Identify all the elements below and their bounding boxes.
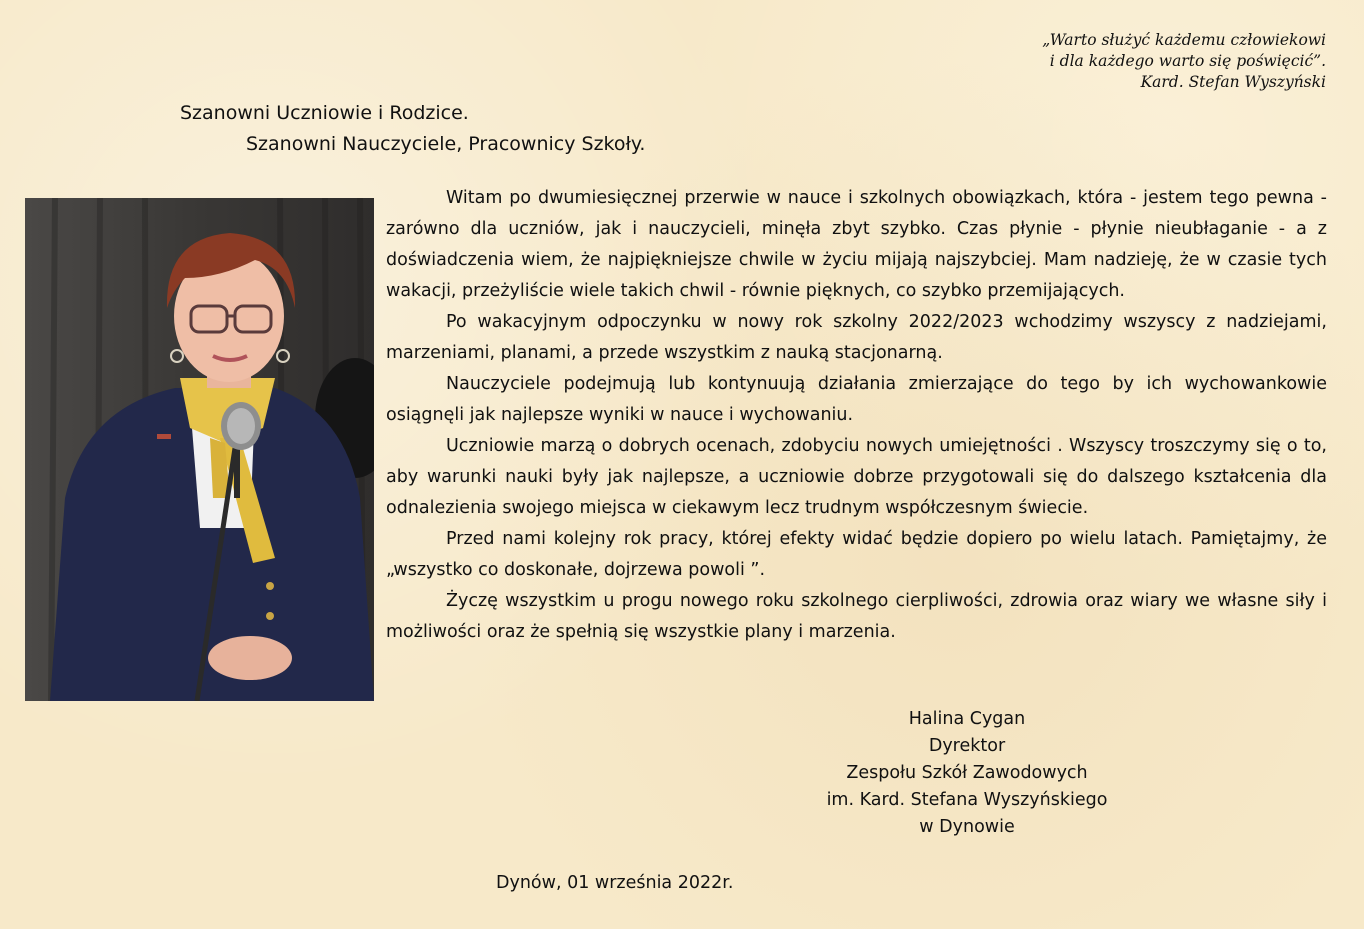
- letter-body: [386, 183, 1327, 648]
- letter-paragraph: Witam po dwumiesięcznej przerwie w nauce i szkolnych obowiązkach, która - jestem tego pewna - zarówno dla uczniów, jak i nauczycieli, minęła zbyt szybko. Czas płynie - płynie nieubłaganie - a z doświadczenia wiem, że najpiękniejsze chwile w życiu mijają najszybciej. Mam nadzieję, że w czasie tych wakacji, przeżyliście wiele takich chwil - równie pięknych, co szybko przemijających.: [386, 188, 1327, 301]
- motto-quote: [1042, 30, 1326, 93]
- letter-paragraph: Po wakacyjnym odpoczynku w nowy rok szkolny 2022/2023 wchodzimy wszyscy z nadziejami, marzeniami, planami, a przede wszystkim z nauką stacjonarną.: [386, 312, 1327, 363]
- greeting: [180, 98, 645, 160]
- signature-name: Halina Cygan: [908, 709, 1026, 729]
- director-photo: [25, 198, 374, 701]
- quote-line-2: i dla każdego warto się poświęcić”.: [1049, 52, 1326, 70]
- letter-paragraph: Uczniowie marzą o dobrych ocenach, zdobyciu nowych umiejętności . Wszyscy troszczymy się o to, aby warunki nauki były jak najlepsze, a uczniowie dobrze przygotowali się do dalszego kształcenia dla odnalezienia swojego miejsca w ciekawym lecz trudnym współczesnym świecie.: [386, 436, 1327, 518]
- signature-block: [792, 706, 1142, 841]
- signature-title: Dyrektor: [928, 736, 1006, 756]
- greeting-line-1: Szanowni Uczniowie i Rodzice.: [180, 102, 469, 124]
- signature-org-line-2: im. Kard. Stefana Wyszyńskiego: [826, 790, 1108, 810]
- signature-org-line-1: Zespołu Szkół Zawodowych: [846, 763, 1088, 783]
- letter-date: Dynów, 01 września 2022r.: [496, 873, 734, 893]
- quote-author: Kard. Stefan Wyszyński: [1140, 73, 1326, 91]
- quote-line-1: „Warto służyć każdemu człowiekowi: [1042, 31, 1326, 49]
- letter-paragraph: Nauczyciele podejmują lub kontynuują działania zmierzające do tego by ich wychowankowie osiągnęli jak najlepsze wyniki w nauce i wychowaniu.: [386, 374, 1327, 425]
- letter-paragraph: Życzę wszystkim u progu nowego roku szkolnego cierpliwości, zdrowia oraz wiary we własne siły i możliwości oraz że spełnią się wszystkie plany i marzenia.: [386, 591, 1327, 642]
- signature-org-line-3: w Dynowie: [919, 817, 1015, 837]
- greeting-line-2: Szanowni Nauczyciele, Pracownicy Szkoły.: [246, 133, 646, 155]
- letter-paragraph: Przed nami kolejny rok pracy, której efekty widać będzie dopiero po wielu latach. Pamiętajmy, że „wszystko co doskonałe, dojrzewa powoli ”.: [386, 529, 1327, 580]
